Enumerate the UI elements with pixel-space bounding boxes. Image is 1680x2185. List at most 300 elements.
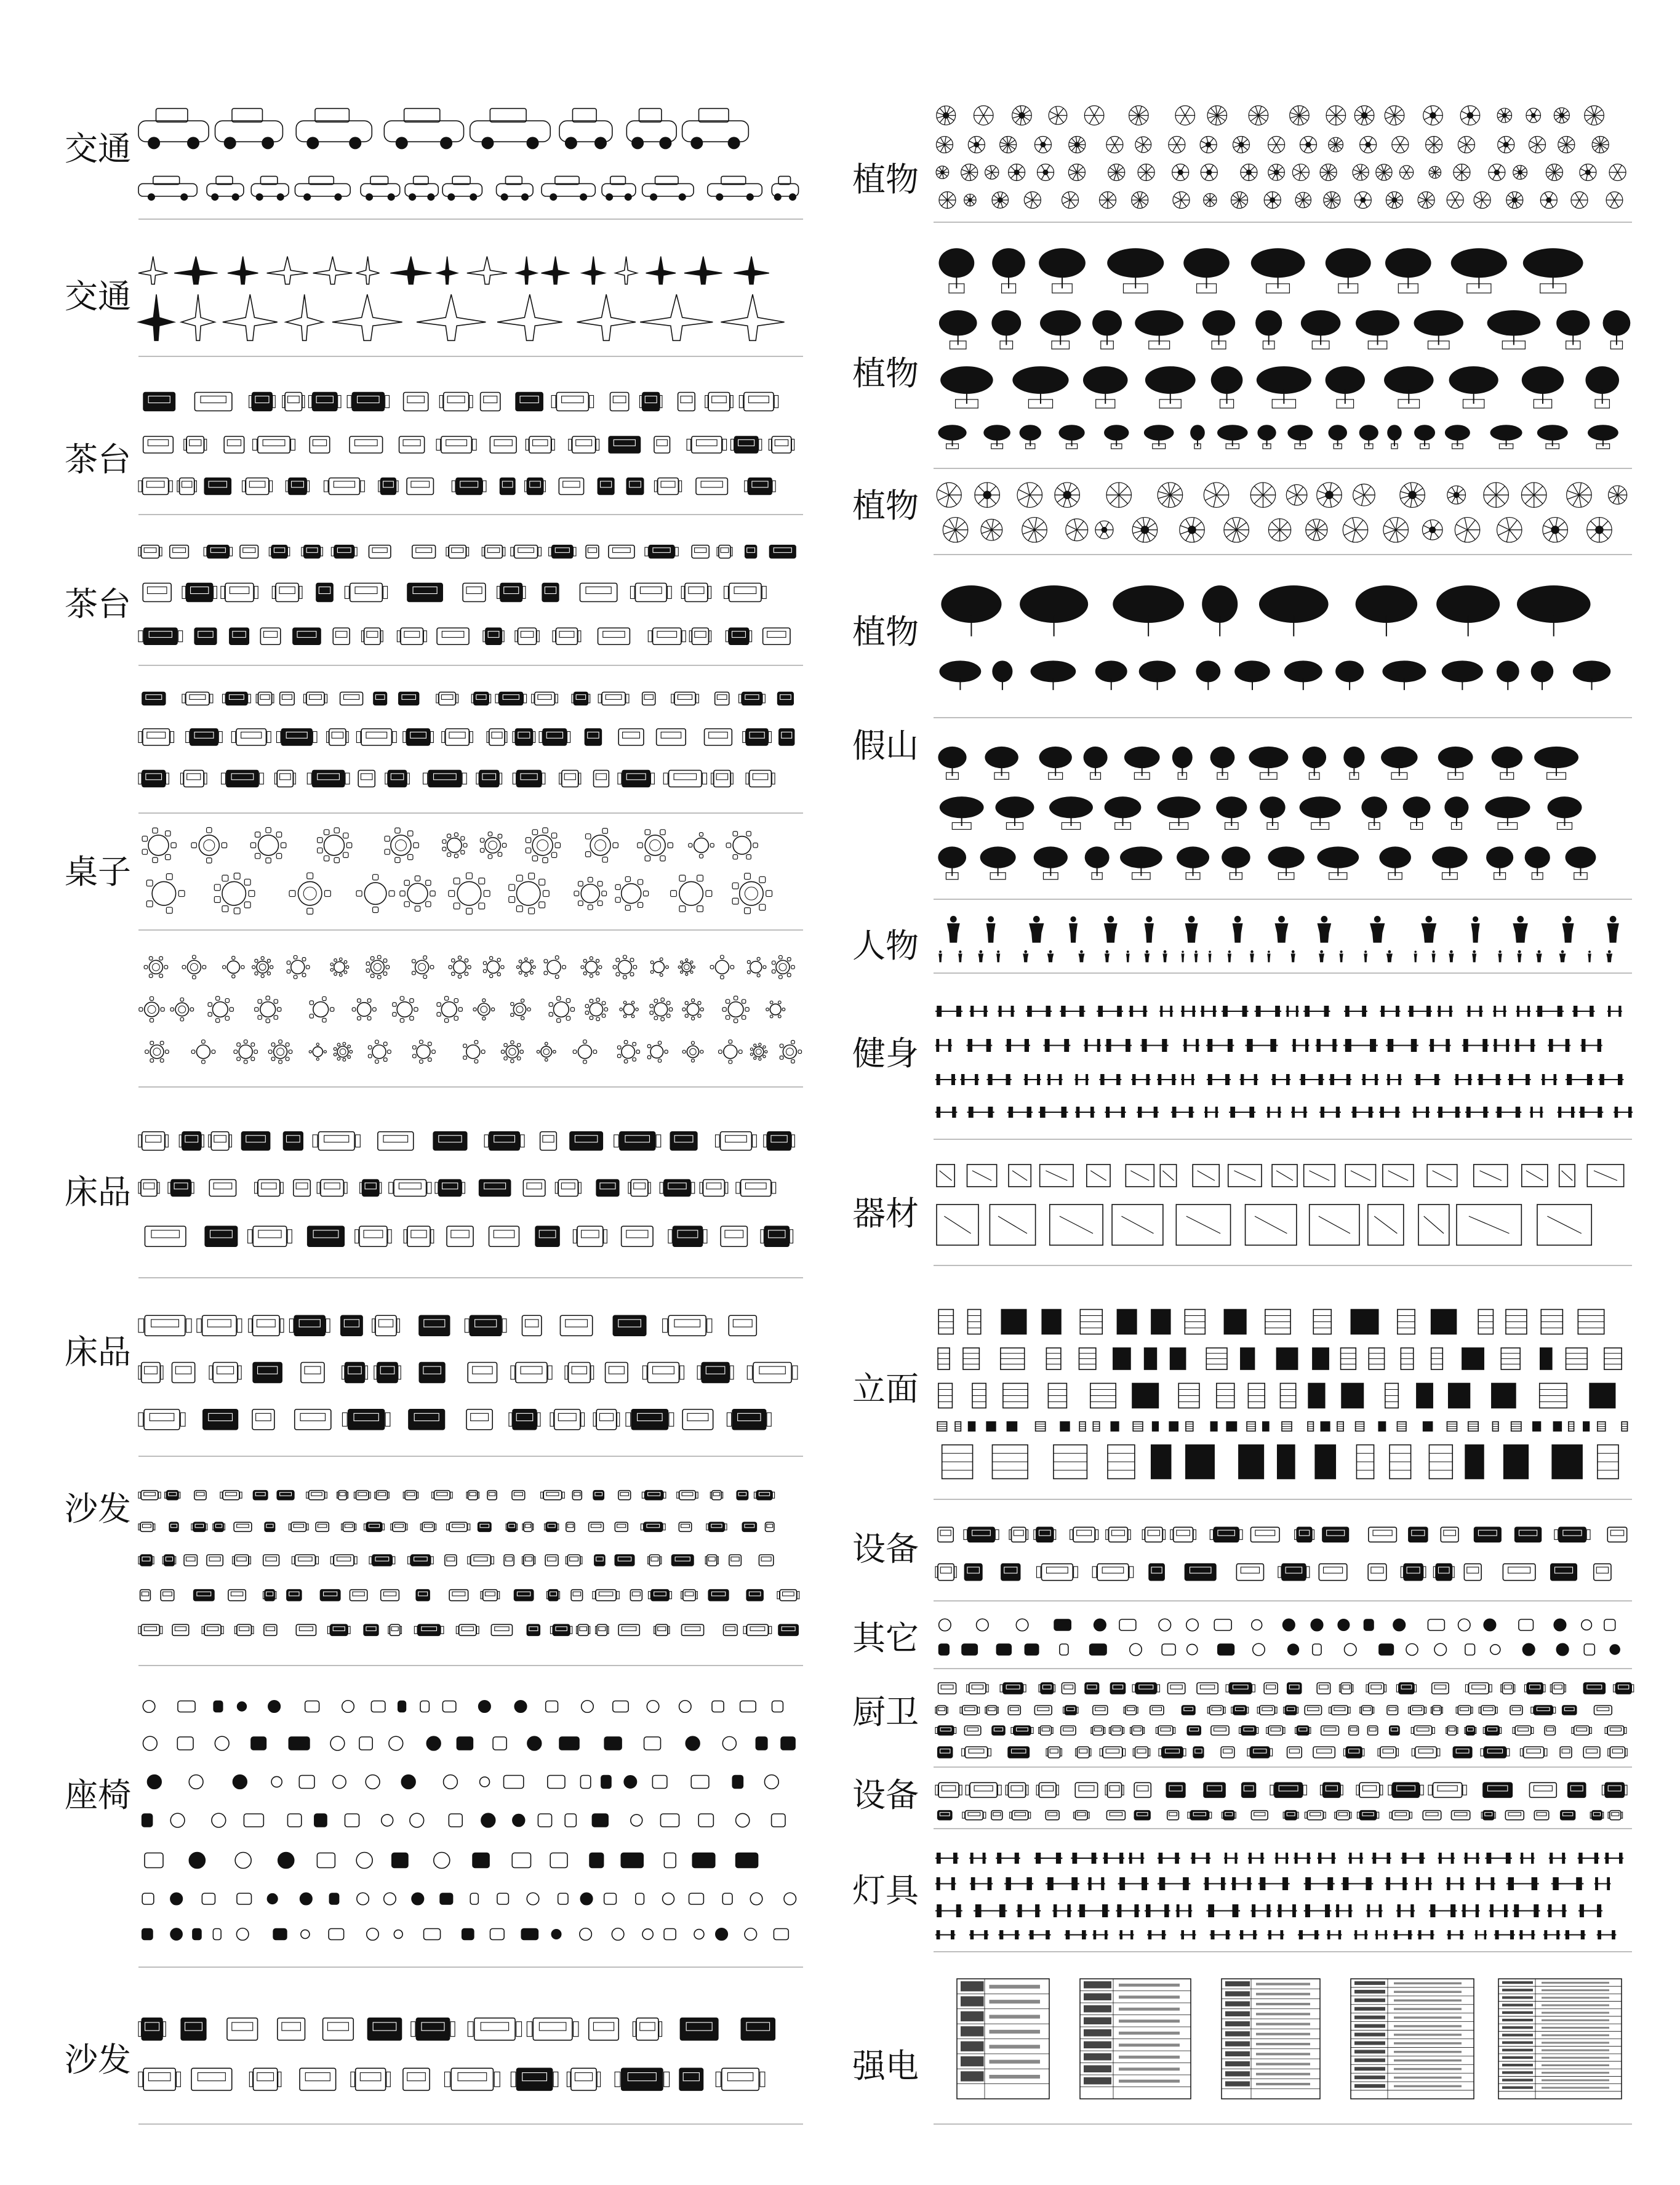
round-table-symbol <box>463 1040 485 1063</box>
round-table-symbol <box>234 1040 257 1064</box>
table-set-symbol <box>307 771 350 787</box>
potted-plant-symbol <box>1202 310 1235 349</box>
lamp-symbol <box>1513 1904 1540 1917</box>
sofa-symbol <box>566 1522 575 1531</box>
lamp-symbol <box>935 1877 956 1890</box>
chair-symbol <box>329 1929 343 1940</box>
tree-elevation-symbol <box>1113 585 1184 636</box>
sofa-symbol <box>504 1555 514 1566</box>
chair-symbol <box>251 1737 266 1750</box>
aircraft-symbol <box>734 257 769 284</box>
table-set-symbol <box>687 436 726 453</box>
table-set-symbol <box>286 478 309 495</box>
shrub-plan-symbol <box>981 519 1002 540</box>
lamp-symbol <box>1335 1904 1353 1917</box>
shrub-plan-symbol <box>1158 483 1183 508</box>
plant-plan-symbol <box>1135 137 1151 153</box>
chair-symbol <box>756 1737 767 1750</box>
table-set-symbol <box>471 692 490 705</box>
appliance-symbol <box>1428 1782 1466 1797</box>
fitness-symbol <box>1548 1039 1570 1052</box>
potted-plant-symbol <box>1012 366 1068 408</box>
chair-symbol <box>493 1737 506 1750</box>
table-set-symbol <box>476 771 502 787</box>
fitness-symbol <box>1246 1039 1278 1052</box>
kitchen-symbol <box>1287 1747 1302 1758</box>
kitchen-symbol <box>938 1683 956 1694</box>
lamp-symbol <box>1476 1877 1495 1890</box>
fitness-symbol <box>935 1006 962 1017</box>
table-set-symbol <box>585 729 601 745</box>
elevation-symbol <box>1278 1445 1295 1479</box>
misc-symbol <box>939 1644 950 1655</box>
bed-elevation-symbol <box>700 1180 728 1197</box>
section-label: 植物 <box>852 160 919 199</box>
misc-symbol <box>977 1619 989 1631</box>
device-symbol <box>1594 1564 1611 1581</box>
chair-symbol <box>233 1775 247 1789</box>
table-set-symbol <box>770 545 796 558</box>
fitness-symbol <box>1386 1039 1418 1052</box>
chair-symbol <box>582 1701 594 1713</box>
section-divider <box>138 929 803 931</box>
device-symbol <box>1441 1527 1458 1542</box>
plant-plan-symbol <box>1609 164 1626 181</box>
device-symbol <box>1409 1527 1428 1542</box>
round-table-symbol <box>356 875 394 913</box>
fitness-symbol <box>1099 1074 1121 1085</box>
elevation-symbol <box>1206 1348 1227 1369</box>
round-table-symbol <box>766 1001 785 1017</box>
chair-symbol <box>652 1776 667 1789</box>
person-symbol <box>1606 950 1612 962</box>
table-set-symbol <box>696 478 727 495</box>
sofa-symbol <box>277 1491 294 1500</box>
round-table-symbol <box>182 955 206 979</box>
elevation-symbol <box>1578 1310 1604 1334</box>
potted-plant-symbol <box>1326 248 1371 293</box>
lamp-symbol <box>1415 1877 1432 1890</box>
plant-plan-symbol <box>1385 106 1404 126</box>
elevation-symbol <box>1132 1384 1158 1408</box>
round-table-symbol <box>255 996 281 1022</box>
table-set-symbol <box>327 729 349 745</box>
sofa-group-symbol <box>323 2018 354 2040</box>
round-table-symbol <box>682 1041 703 1062</box>
elevation-symbol <box>1351 1310 1378 1334</box>
lamp-symbol <box>1354 1930 1368 1939</box>
chair-symbol <box>722 1736 736 1750</box>
bed-elevation-symbol <box>764 1132 794 1150</box>
fitness-symbol <box>1493 1006 1506 1017</box>
chair-symbol <box>367 1928 379 1941</box>
symbol-strip-beds-elevation <box>135 1108 806 1271</box>
person-symbol <box>1209 951 1212 963</box>
vehicle-symbol <box>708 176 762 201</box>
misc-symbol <box>1252 1620 1262 1630</box>
symbol-strip-tree-elevations <box>932 566 1637 711</box>
elevation-symbol <box>1604 1348 1622 1369</box>
lamp-symbol <box>1597 1930 1617 1939</box>
table-set-symbol <box>711 771 734 787</box>
aircraft-symbol <box>228 257 258 284</box>
elevation-symbol <box>938 1348 950 1369</box>
shrub-plan-symbol <box>1455 518 1480 543</box>
lamp-symbol <box>1485 1853 1512 1864</box>
bed-plan-symbol <box>593 1409 620 1430</box>
shrub-plan-symbol <box>1066 519 1088 541</box>
appliance-symbol <box>1222 1811 1236 1820</box>
misc-symbol <box>1393 1619 1406 1631</box>
kitchen-symbol <box>1608 1747 1627 1758</box>
chair-symbol <box>624 1776 636 1788</box>
table-set-symbol <box>626 478 643 495</box>
section-label: 健身 <box>852 1034 919 1073</box>
plant-plan-symbol <box>1489 164 1505 181</box>
appliance-symbol <box>1010 1811 1031 1820</box>
person-symbol <box>1340 950 1343 962</box>
lamp-symbol <box>1464 1853 1480 1864</box>
kitchen-symbol <box>1156 1726 1175 1735</box>
section-tea-table-1 <box>0 363 840 517</box>
person-symbol <box>1498 950 1502 962</box>
person-symbol <box>996 950 1000 962</box>
plant-plan-symbol <box>964 194 976 206</box>
fitness-symbol <box>1266 1107 1281 1118</box>
person-symbol <box>1162 950 1167 962</box>
section-divider <box>934 899 1632 900</box>
kitchen-symbol <box>1247 1747 1273 1758</box>
table-set-symbol <box>143 436 174 453</box>
kitchen-symbol <box>1396 1683 1416 1694</box>
symbol-strip-lamps <box>932 1843 1637 1948</box>
section-divider <box>934 1951 1632 1952</box>
bed-plan-symbol <box>342 1409 390 1430</box>
sofa-symbol <box>320 1590 340 1601</box>
bed-elevation-symbol <box>535 1226 559 1246</box>
kitchen-symbol <box>1343 1747 1364 1758</box>
symbol-strip-dining-sets <box>135 939 806 1080</box>
fitness-symbol <box>1462 1039 1489 1052</box>
vehicle-symbol <box>138 108 209 149</box>
misc-symbol <box>1288 1644 1299 1655</box>
lamp-symbol <box>1317 1853 1335 1864</box>
elevation-symbol <box>1060 1422 1070 1431</box>
table-set-symbol <box>407 583 442 602</box>
round-table-symbol <box>585 828 618 862</box>
chair-symbol <box>193 1929 201 1940</box>
chair-symbol <box>238 1702 247 1711</box>
fitness-symbol <box>935 1039 952 1052</box>
plant-plan-symbol <box>1000 137 1017 153</box>
kitchen-symbol <box>1513 1726 1534 1735</box>
table-set-symbol <box>532 692 558 705</box>
elevation-symbol <box>1465 1445 1484 1479</box>
plant-plan-symbol <box>985 166 999 179</box>
section-label: 床品 <box>65 1173 131 1211</box>
plant-plan-symbol <box>1068 164 1085 181</box>
tree-elevation-symbol <box>1020 585 1088 636</box>
lamp-symbol <box>1175 1904 1192 1917</box>
kitchen-symbol <box>1264 1683 1278 1694</box>
plant-plan-symbol <box>1049 106 1067 125</box>
fitness-symbol <box>1516 1006 1531 1017</box>
table-set-symbol <box>253 436 295 453</box>
shrub-plan-symbol <box>1400 483 1425 508</box>
shrub-plan-symbol <box>1587 518 1612 543</box>
table-set-symbol <box>654 436 670 453</box>
shrub-plan-symbol <box>1306 519 1327 540</box>
elevation-symbol <box>1046 1348 1060 1369</box>
round-table-symbol <box>330 958 349 976</box>
potted-plant-symbol <box>939 248 975 293</box>
court-symbol <box>1522 1165 1548 1187</box>
fitness-symbol <box>1542 1074 1558 1085</box>
round-table-symbol <box>385 828 418 862</box>
section-divider <box>138 356 803 357</box>
table-set-symbol <box>745 545 757 558</box>
lamp-symbol <box>1372 1853 1391 1864</box>
bed-plan-symbol <box>209 1363 241 1383</box>
section-label: 沙发 <box>65 2040 131 2079</box>
elevation-symbol <box>1217 1384 1234 1408</box>
chair-symbol <box>604 1737 622 1750</box>
plant-plan-symbol <box>939 192 956 209</box>
table-set-symbol <box>681 583 711 602</box>
lamp-symbol <box>1092 1930 1108 1939</box>
section-label: 器材 <box>852 1194 919 1233</box>
rockery-symbol <box>1034 846 1068 879</box>
section-label: 床品 <box>65 1333 131 1371</box>
lamp-symbol <box>1275 1853 1289 1864</box>
bed-elevation-symbol <box>570 1132 602 1150</box>
symbol-strip-electrical-legends <box>932 1973 1637 2111</box>
plant-plan-symbol <box>1138 164 1154 181</box>
lamp-symbol <box>974 1904 1007 1917</box>
table-set-symbol <box>526 436 554 453</box>
potted-plant-symbol <box>1058 425 1084 449</box>
court-symbol <box>990 1205 1035 1245</box>
chair-symbol <box>147 1775 161 1789</box>
device-symbol <box>1503 1564 1535 1581</box>
elevation-symbol <box>1356 1422 1364 1431</box>
aircraft-symbol <box>417 294 486 340</box>
appliance-symbol <box>991 1811 1002 1820</box>
table-set-symbol <box>350 436 383 453</box>
kitchen-symbol <box>964 1726 980 1735</box>
chair-symbol <box>604 1893 617 1904</box>
bed-elevation-symbol <box>479 1180 511 1197</box>
section-label: 设备 <box>852 1776 919 1814</box>
round-table-symbol <box>318 828 352 863</box>
court-symbol <box>1474 1165 1508 1187</box>
device-symbol <box>1464 1564 1481 1581</box>
court-symbol <box>1176 1205 1230 1245</box>
misc-symbol <box>1090 1644 1106 1655</box>
person-symbol <box>1472 950 1476 962</box>
sofa-group-symbol <box>278 2018 305 2040</box>
elevation-symbol <box>1337 1422 1343 1431</box>
kitchen-symbol <box>1197 1683 1218 1694</box>
appliance-symbol <box>1590 1811 1604 1820</box>
table-set-symbol <box>331 545 357 558</box>
round-table-symbol <box>309 1043 326 1060</box>
fitness-symbol <box>1105 1039 1132 1052</box>
chair-symbol <box>382 1814 393 1826</box>
sofa-symbol <box>364 1624 378 1635</box>
chair-symbol <box>490 1929 505 1940</box>
misc-symbol <box>1218 1644 1234 1655</box>
device-symbol <box>1001 1564 1020 1581</box>
person-symbol <box>1291 950 1295 962</box>
fitness-symbol <box>1465 1107 1489 1118</box>
plant-plan-symbol <box>1292 164 1309 181</box>
elevation-symbol <box>1492 1422 1498 1431</box>
sofa-symbol <box>414 1624 444 1635</box>
section-seating-1 <box>0 1671 840 1973</box>
lamp-symbol <box>970 1877 993 1890</box>
potted-plant-symbol <box>1384 366 1434 408</box>
symbol-strip-appliances <box>932 1773 1637 1828</box>
round-table-symbol <box>750 1043 767 1060</box>
person-symbol <box>1145 950 1150 962</box>
lamp-symbol <box>1231 1877 1252 1890</box>
kitchen-symbol <box>1583 1683 1605 1694</box>
sofa-symbol <box>759 1555 773 1566</box>
shrub-plan-symbol <box>1106 483 1132 508</box>
appliance-symbol <box>1046 1811 1059 1820</box>
table-set-symbol <box>231 729 271 745</box>
elevation-symbol <box>1080 1310 1102 1334</box>
table-set-symbol <box>260 628 280 644</box>
symbol-strip-round-tables <box>135 819 806 923</box>
elevation-symbol <box>1541 1310 1562 1334</box>
plant-plan-symbol <box>1132 192 1148 209</box>
potted-plant-symbol <box>1183 248 1230 293</box>
tree-elevation-symbol <box>1442 660 1483 690</box>
fitness-symbol <box>1386 1074 1402 1085</box>
table-set-symbol <box>663 771 706 787</box>
potted-plant-symbol <box>1020 425 1041 449</box>
lamp-symbol <box>1375 1930 1387 1939</box>
plant-plan-symbol <box>1454 164 1470 181</box>
round-table-symbol <box>437 996 462 1022</box>
chair-symbol <box>473 1853 489 1868</box>
potted-plant-symbol <box>1190 425 1205 449</box>
tree-elevation-symbol <box>1234 660 1270 690</box>
bed-plan-symbol <box>626 1409 674 1430</box>
table-set-symbol <box>513 771 545 787</box>
vehicle-symbol <box>215 108 283 149</box>
person-symbol <box>938 950 942 962</box>
vehicle-symbol <box>626 108 676 149</box>
person-symbol <box>958 950 962 962</box>
table-set-symbol <box>142 692 166 705</box>
symbol-strip-devices <box>932 1511 1637 1597</box>
sofa-symbol <box>202 1624 223 1635</box>
lamp-symbol <box>1594 1877 1611 1890</box>
lamp-symbol <box>1250 1904 1271 1917</box>
table-set-symbol <box>497 583 526 602</box>
person-symbol <box>1449 950 1454 962</box>
bed-elevation-symbol <box>205 1226 237 1246</box>
vehicle-symbol <box>207 176 244 201</box>
bed-elevation-symbol <box>660 1180 695 1197</box>
table-set-symbol <box>495 692 527 705</box>
symbol-strip-equipment <box>932 1148 1637 1262</box>
device-symbol <box>1142 1527 1165 1542</box>
kitchen-symbol <box>1124 1706 1138 1715</box>
vehicle-symbol <box>384 108 463 149</box>
table-set-symbol <box>399 692 419 705</box>
section-divider <box>934 717 1632 718</box>
device-symbol <box>1170 1527 1196 1542</box>
aircraft-symbol <box>267 257 308 284</box>
symbol-strip-people <box>932 908 1637 969</box>
section-divider <box>934 222 1632 223</box>
kitchen-symbol <box>1266 1726 1285 1735</box>
table-set-symbol <box>779 729 794 745</box>
chair-symbol <box>215 1736 229 1750</box>
appliance-symbol <box>1561 1811 1575 1820</box>
round-table-symbol <box>511 999 530 1020</box>
sofa-group-symbol <box>716 2068 765 2090</box>
bed-elevation-symbol <box>596 1180 619 1197</box>
appliance-symbol <box>966 1782 1001 1797</box>
chair-symbol <box>644 1737 661 1750</box>
plant-plan-symbol <box>1024 192 1041 209</box>
lamp-symbol <box>1239 1930 1257 1939</box>
elevation-symbol <box>1504 1445 1529 1479</box>
round-table-symbol <box>689 833 714 858</box>
kitchen-symbol <box>1360 1706 1374 1715</box>
elevation-symbol <box>1401 1348 1413 1369</box>
chair-symbol <box>480 1777 490 1787</box>
rockery-symbol <box>995 796 1034 829</box>
sofa-group-symbol <box>367 2018 401 2040</box>
lamp-symbol <box>1342 1877 1374 1890</box>
rockery-symbol <box>1216 796 1247 829</box>
elevation-symbol <box>1151 1310 1170 1334</box>
table-set-symbol <box>186 729 222 745</box>
chair-symbol <box>170 1893 183 1905</box>
lamp-symbol <box>1071 1853 1097 1864</box>
potted-plant-symbol <box>992 248 1025 293</box>
chair-symbol <box>317 1853 335 1868</box>
potted-plant-symbol <box>1251 248 1305 293</box>
sofa-group-symbol <box>403 2068 430 2090</box>
plant-plan-symbol <box>1034 137 1051 153</box>
court-symbol <box>1246 1205 1297 1245</box>
appliance-symbol <box>935 1782 962 1797</box>
device-symbol <box>1433 1564 1454 1581</box>
table-set-symbol <box>746 771 775 787</box>
section-plants-3 <box>840 471 1680 557</box>
symbol-strip-fitness <box>932 988 1637 1136</box>
table-set-symbol <box>143 583 171 602</box>
chair-symbol <box>691 1776 709 1789</box>
bed-plan-symbol <box>419 1315 450 1336</box>
bed-elevation-symbol <box>313 1132 360 1150</box>
lamp-symbol <box>1277 1904 1297 1917</box>
chair-symbol <box>237 1893 252 1904</box>
sofa-symbol <box>228 1590 246 1601</box>
chair-symbol <box>601 1776 611 1789</box>
section-divider <box>934 468 1632 469</box>
table-set-symbol <box>551 393 593 411</box>
elevation-symbol <box>955 1422 961 1431</box>
vehicle-symbol <box>470 108 550 149</box>
